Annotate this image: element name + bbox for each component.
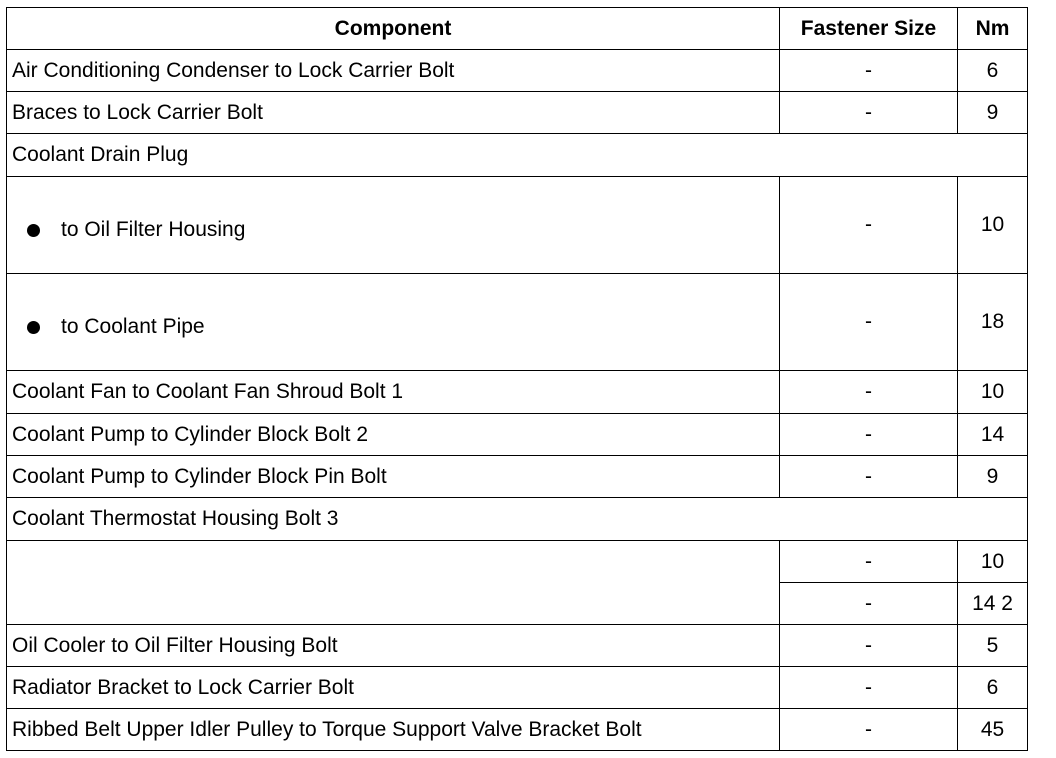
component-text: to Coolant Pipe	[61, 315, 205, 339]
table-row	[7, 371, 1028, 414]
component-text: Ribbed Belt Upper Idler Pulley to Torque Support Valve Bracket Bolt	[12, 717, 642, 741]
fastener-size-cell: -	[780, 625, 958, 667]
table-row	[7, 625, 1028, 667]
table-row	[7, 541, 1028, 583]
nm-cell: 10	[958, 177, 1028, 274]
group-heading-cell	[7, 134, 1028, 177]
table-row	[7, 177, 1028, 274]
component-cell	[7, 456, 780, 498]
component-cell	[7, 709, 780, 751]
nm-cell: 10	[958, 541, 1028, 583]
component-cell-empty	[7, 541, 780, 625]
component-cell	[7, 667, 780, 709]
fastener-size-cell: -	[780, 709, 958, 751]
fastener-size-cell: -	[780, 583, 958, 625]
component-cell	[7, 371, 780, 414]
column-header-nm: Nm	[958, 8, 1028, 50]
table-row	[7, 274, 1028, 371]
component-text: Coolant Pump to Cylinder Block Bolt 2	[12, 422, 369, 446]
nm-cell: 18	[958, 274, 1028, 371]
bullet-icon	[27, 321, 40, 334]
table-row	[7, 50, 1028, 92]
nm-cell: 9	[958, 92, 1028, 134]
table-row	[7, 667, 1028, 709]
table-row	[7, 456, 1028, 498]
fastener-size-cell: -	[780, 667, 958, 709]
component-text: Oil Cooler to Oil Filter Housing Bolt	[12, 633, 338, 657]
group-heading-text: Coolant Drain Plug	[12, 143, 189, 167]
table-row-group-heading	[7, 498, 1028, 541]
component-cell	[7, 50, 780, 92]
nm-cell: 14 2	[958, 583, 1028, 625]
fastener-size-cell: -	[780, 50, 958, 92]
component-text: Braces to Lock Carrier Bolt	[12, 100, 263, 124]
fastener-size-cell: -	[780, 371, 958, 414]
fastener-size-cell: -	[780, 414, 958, 456]
nm-cell: 9	[958, 456, 1028, 498]
fastener-size-cell: -	[780, 541, 958, 583]
group-heading-text: Coolant Thermostat Housing Bolt 3	[12, 507, 339, 531]
fastener-size-cell: -	[780, 274, 958, 371]
nm-cell: 14	[958, 414, 1028, 456]
component-cell	[7, 625, 780, 667]
nm-cell: 10	[958, 371, 1028, 414]
component-text: Radiator Bracket to Lock Carrier Bolt	[12, 675, 354, 699]
component-cell	[7, 274, 780, 371]
column-header-component: Component	[7, 8, 780, 50]
bullet-icon	[27, 224, 40, 237]
group-heading-cell	[7, 498, 1028, 541]
component-text: to Oil Filter Housing	[61, 218, 246, 242]
torque-spec-table	[6, 7, 1028, 751]
component-cell	[7, 92, 780, 134]
fastener-size-cell: -	[780, 456, 958, 498]
nm-cell: 5	[958, 625, 1028, 667]
nm-cell: 45	[958, 709, 1028, 751]
component-text: Coolant Pump to Cylinder Block Pin Bolt	[12, 464, 387, 488]
table-row	[7, 92, 1028, 134]
nm-cell: 6	[958, 667, 1028, 709]
table-header-row	[7, 8, 1028, 50]
table-row	[7, 414, 1028, 456]
component-text: Coolant Fan to Coolant Fan Shroud Bolt 1	[12, 380, 404, 404]
component-cell	[7, 414, 780, 456]
fastener-size-cell: -	[780, 92, 958, 134]
component-cell	[7, 177, 780, 274]
nm-cell: 6	[958, 50, 1028, 92]
table-row	[7, 709, 1028, 751]
table-row-group-heading	[7, 134, 1028, 177]
fastener-size-cell: -	[780, 177, 958, 274]
component-text: Air Conditioning Condenser to Lock Carrier Bolt	[12, 58, 455, 82]
column-header-fastener-size: Fastener Size	[780, 8, 958, 50]
